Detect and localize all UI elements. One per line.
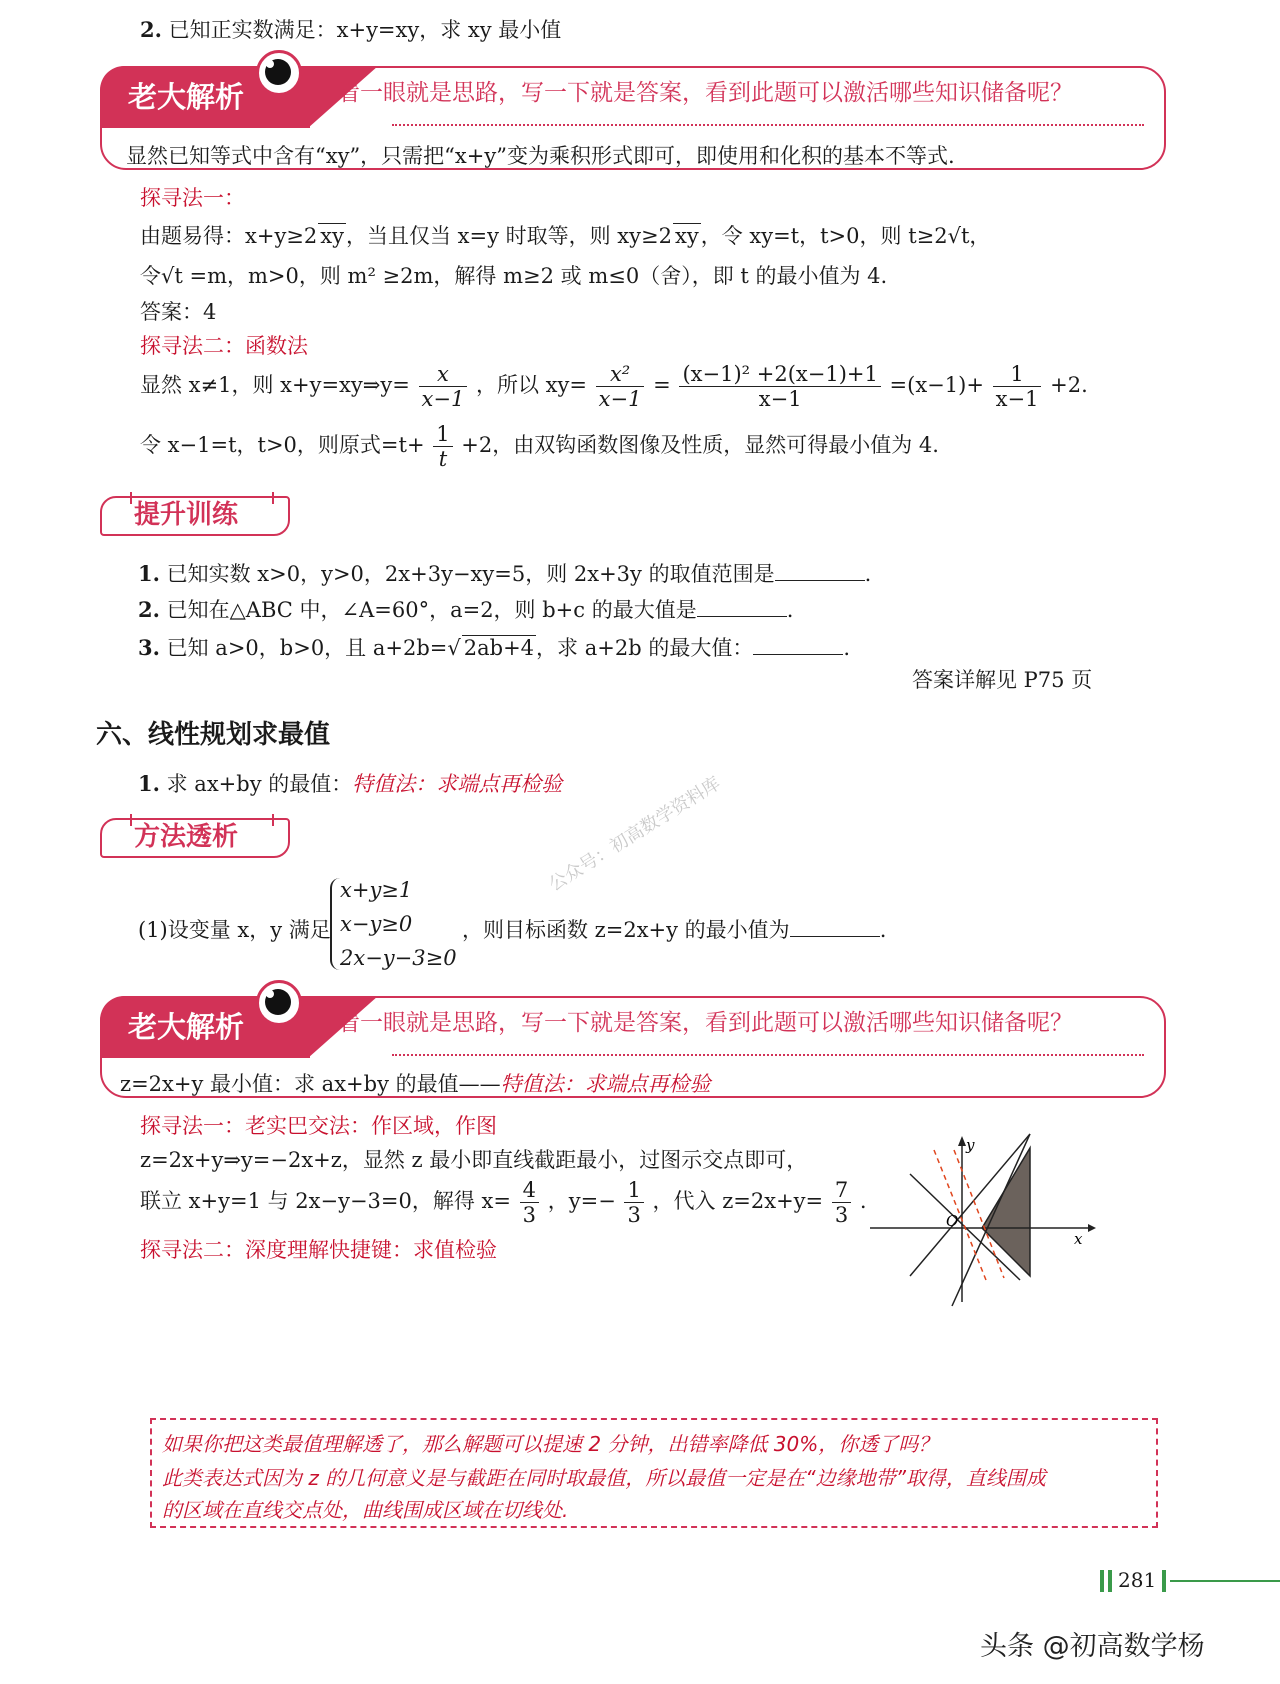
analysis-tab: 老大解析 bbox=[100, 996, 310, 1058]
question-text: ，求 a+2b 的最大值： bbox=[536, 636, 754, 660]
tag-tick bbox=[130, 814, 140, 826]
numerator: x bbox=[419, 362, 468, 387]
method-line: z=2x+y⇒y=−2x+z，显然 z 最小即直线截距最小，过图示交点即可， bbox=[140, 1148, 808, 1172]
question-text: 已知 a>0，b>0，且 a+2b= bbox=[166, 636, 448, 660]
text-segment: ，所以 xy= bbox=[476, 373, 587, 397]
tip-line: 的区域在直线交点处，曲线围成区域在切线处. bbox=[162, 1498, 569, 1522]
problem-number: 2. bbox=[140, 17, 162, 42]
footer-credit: 头条 @初高数学杨 bbox=[980, 1631, 1205, 1662]
bar-mark-icon bbox=[1100, 1570, 1104, 1592]
question-number: 2. bbox=[138, 597, 160, 622]
feasible-region-graph bbox=[870, 1130, 1100, 1310]
method-analysis-tag bbox=[100, 818, 290, 858]
question-text: 已知实数 x>0，y>0，2x+3y−xy=5，则 2x+3y 的取值范围是 bbox=[166, 562, 775, 586]
dotted-divider bbox=[392, 124, 1144, 126]
dotted-divider bbox=[392, 1054, 1144, 1056]
training-tag bbox=[100, 496, 290, 536]
question-number: 1. bbox=[138, 561, 160, 586]
text-segment: ，当且仅当 x=y 时取等，则 xy≥2 bbox=[345, 224, 672, 248]
answer-blank bbox=[753, 636, 843, 655]
analysis-headline: 看一眼就是思路，写一下就是答案，看到此题可以激活哪些知识储备呢？ bbox=[337, 80, 1073, 106]
eye-icon bbox=[256, 980, 302, 1026]
text-segment: 令 x−1=t，t>0，则原式=t+ bbox=[140, 433, 425, 457]
text-segment: +2，由双钩函数图像及性质，显然可得最小值为 4. bbox=[461, 433, 939, 457]
fraction bbox=[679, 362, 880, 411]
text-segment: ，代入 z=2x+y= bbox=[652, 1189, 824, 1213]
inequality: x+y≥1 bbox=[340, 878, 413, 902]
question-text: 已知在△ABC 中，∠A=60°，a=2，则 b+c 的最大值是 bbox=[166, 598, 697, 622]
denominator: x−1 bbox=[598, 387, 642, 411]
bar-mark-icon bbox=[1162, 1570, 1166, 1592]
text-segment: ，y=− bbox=[547, 1189, 616, 1213]
training-question bbox=[138, 558, 871, 588]
numerator: (x−1)² +2(x−1)+1 bbox=[679, 362, 880, 387]
sqrt-xy: xy bbox=[674, 224, 699, 248]
item-number: 1. bbox=[138, 771, 160, 796]
numerator: 1 bbox=[993, 362, 1042, 387]
analysis-body: 显然已知等式中含有“xy”，只需把“x+y”变为乘积形式即可，即使用和化积的基本不等式. bbox=[126, 144, 955, 168]
inequality-system bbox=[330, 874, 470, 974]
feasible-region bbox=[982, 1148, 1030, 1276]
text-segment: +2. bbox=[1050, 373, 1088, 397]
body-highlight: 特值法：求端点再检验 bbox=[500, 1072, 711, 1096]
analysis-body bbox=[120, 1068, 711, 1098]
tip-box bbox=[150, 1418, 1158, 1528]
method-line: 令√t =m，m>0，则 m² ≥2m，解得 m≥2 或 m≤0（舍），即 t 的最小值为 4. bbox=[140, 264, 888, 288]
tip-line: 如果你把这类最值理解透了，那么解题可以提速 2 分钟，出错率降低 30%，你透了吗？ bbox=[162, 1432, 939, 1456]
fraction bbox=[832, 1178, 851, 1227]
period: . bbox=[786, 598, 794, 622]
method-line bbox=[140, 1178, 867, 1227]
numerator: 4 bbox=[520, 1178, 539, 1203]
answer-blank bbox=[697, 598, 787, 617]
method-title: 探寻法一：老实巴交法：作区域，作图 bbox=[140, 1114, 497, 1138]
bar-line bbox=[1170, 1580, 1280, 1582]
objective-line-dashed bbox=[934, 1150, 986, 1280]
method-line bbox=[140, 362, 1088, 411]
y-axis-label: y bbox=[966, 1136, 975, 1154]
fraction bbox=[520, 1178, 539, 1227]
tag-tick bbox=[130, 492, 140, 504]
period: . bbox=[843, 636, 851, 660]
question-tail bbox=[462, 914, 886, 944]
item-text: 求 ax+by 的最值： bbox=[166, 772, 353, 796]
text-segment: 联立 x+y=1 与 2x−y−3=0，解得 x= bbox=[140, 1189, 511, 1213]
answer-blank bbox=[790, 918, 880, 937]
fraction bbox=[419, 362, 468, 411]
fraction bbox=[993, 362, 1042, 411]
sqrt-symbol: √ bbox=[447, 636, 461, 660]
denominator: x−1 bbox=[995, 387, 1039, 411]
item-highlight: 特值法：求端点再检验 bbox=[352, 772, 563, 796]
denominator: t bbox=[438, 447, 448, 471]
tag-tick bbox=[272, 492, 282, 504]
sqrt-content: 2ab+4 bbox=[463, 636, 535, 660]
period: . bbox=[864, 562, 872, 586]
answer-blank bbox=[775, 562, 865, 581]
text-segment: =(x−1)+ bbox=[889, 373, 984, 397]
problem-text: 已知正实数满足：x+y=xy，求 xy 最小值 bbox=[168, 18, 562, 42]
question-text: ，则目标函数 z=2x+y 的最小值为 bbox=[462, 918, 790, 942]
section-title: 六、线性规划求最值 bbox=[96, 720, 331, 750]
problem-2 bbox=[140, 14, 561, 44]
analysis-tab: 老大解析 bbox=[100, 66, 310, 128]
page-number: 281 bbox=[1118, 1568, 1157, 1592]
numerator: x² bbox=[596, 362, 645, 387]
tag-tick bbox=[272, 814, 282, 826]
question-number: 3. bbox=[138, 635, 160, 660]
x-axis-arrow-icon bbox=[1088, 1224, 1096, 1232]
inequality: x−y≥0 bbox=[340, 912, 413, 936]
denominator: x−1 bbox=[421, 387, 465, 411]
method-title: 探寻法一： bbox=[140, 186, 245, 210]
fraction bbox=[596, 362, 645, 411]
period: . bbox=[879, 918, 887, 942]
question-lead: (1)设变量 x，y 满足 bbox=[138, 918, 331, 942]
answer-reference: 答案详解见 P75 页 bbox=[912, 668, 1093, 692]
numerator: 1 bbox=[433, 422, 452, 447]
tip-line: 此类表达式因为 z 的几何意义是与截距在同时取最值，所以最值一定是在“边缘地带”取得，直线围成 bbox=[162, 1466, 1046, 1490]
denominator: 3 bbox=[522, 1203, 537, 1227]
numerator: 7 bbox=[832, 1178, 851, 1203]
training-question bbox=[138, 594, 793, 624]
section-item bbox=[138, 768, 562, 798]
fraction bbox=[433, 422, 452, 471]
text-segment: = bbox=[653, 373, 671, 397]
bar-mark-icon bbox=[1108, 1570, 1112, 1592]
fraction bbox=[624, 1178, 643, 1227]
eye-glint-icon bbox=[266, 60, 274, 68]
denominator: 3 bbox=[627, 1203, 641, 1227]
origin-label: O bbox=[946, 1212, 959, 1230]
eye-icon bbox=[256, 50, 302, 96]
method-title: 探寻法二：深度理解快捷键：求值检验 bbox=[140, 1238, 497, 1262]
method-line bbox=[140, 220, 990, 250]
sqrt-xy: xy bbox=[320, 224, 344, 248]
numerator: 1 bbox=[624, 1178, 643, 1203]
tag-label: 提升训练 bbox=[134, 500, 239, 530]
denominator: 3 bbox=[834, 1203, 849, 1227]
denominator: x−1 bbox=[758, 387, 802, 411]
body-text: z=2x+y 最小值：求 ax+by 的最值—— bbox=[120, 1072, 501, 1096]
method-title: 探寻法二：函数法 bbox=[140, 334, 308, 358]
x-axis-label: x bbox=[1074, 1230, 1083, 1248]
analysis-headline: 看一眼就是思路，写一下就是答案，看到此题可以激活哪些知识储备呢？ bbox=[337, 1010, 1073, 1036]
training-question bbox=[138, 632, 850, 662]
eye-glint-icon bbox=[266, 990, 274, 998]
inequality: 2x−y−3≥0 bbox=[340, 946, 457, 970]
tag-label: 方法透析 bbox=[134, 822, 239, 852]
text-segment: . bbox=[859, 1189, 867, 1213]
method-line bbox=[140, 422, 939, 471]
text-segment: ，令 xy=t，t>0，则 t≥2√t， bbox=[700, 224, 991, 248]
y-axis-arrow-icon bbox=[958, 1136, 966, 1146]
watermark: 公众号：初高数学资料库 bbox=[545, 772, 725, 896]
answer-line: 答案：4 bbox=[140, 300, 217, 324]
text-segment: 显然 x≠1，则 x+y=xy⇒y= bbox=[140, 373, 410, 397]
text-segment: 由题易得：x+y≥2 bbox=[140, 224, 318, 248]
